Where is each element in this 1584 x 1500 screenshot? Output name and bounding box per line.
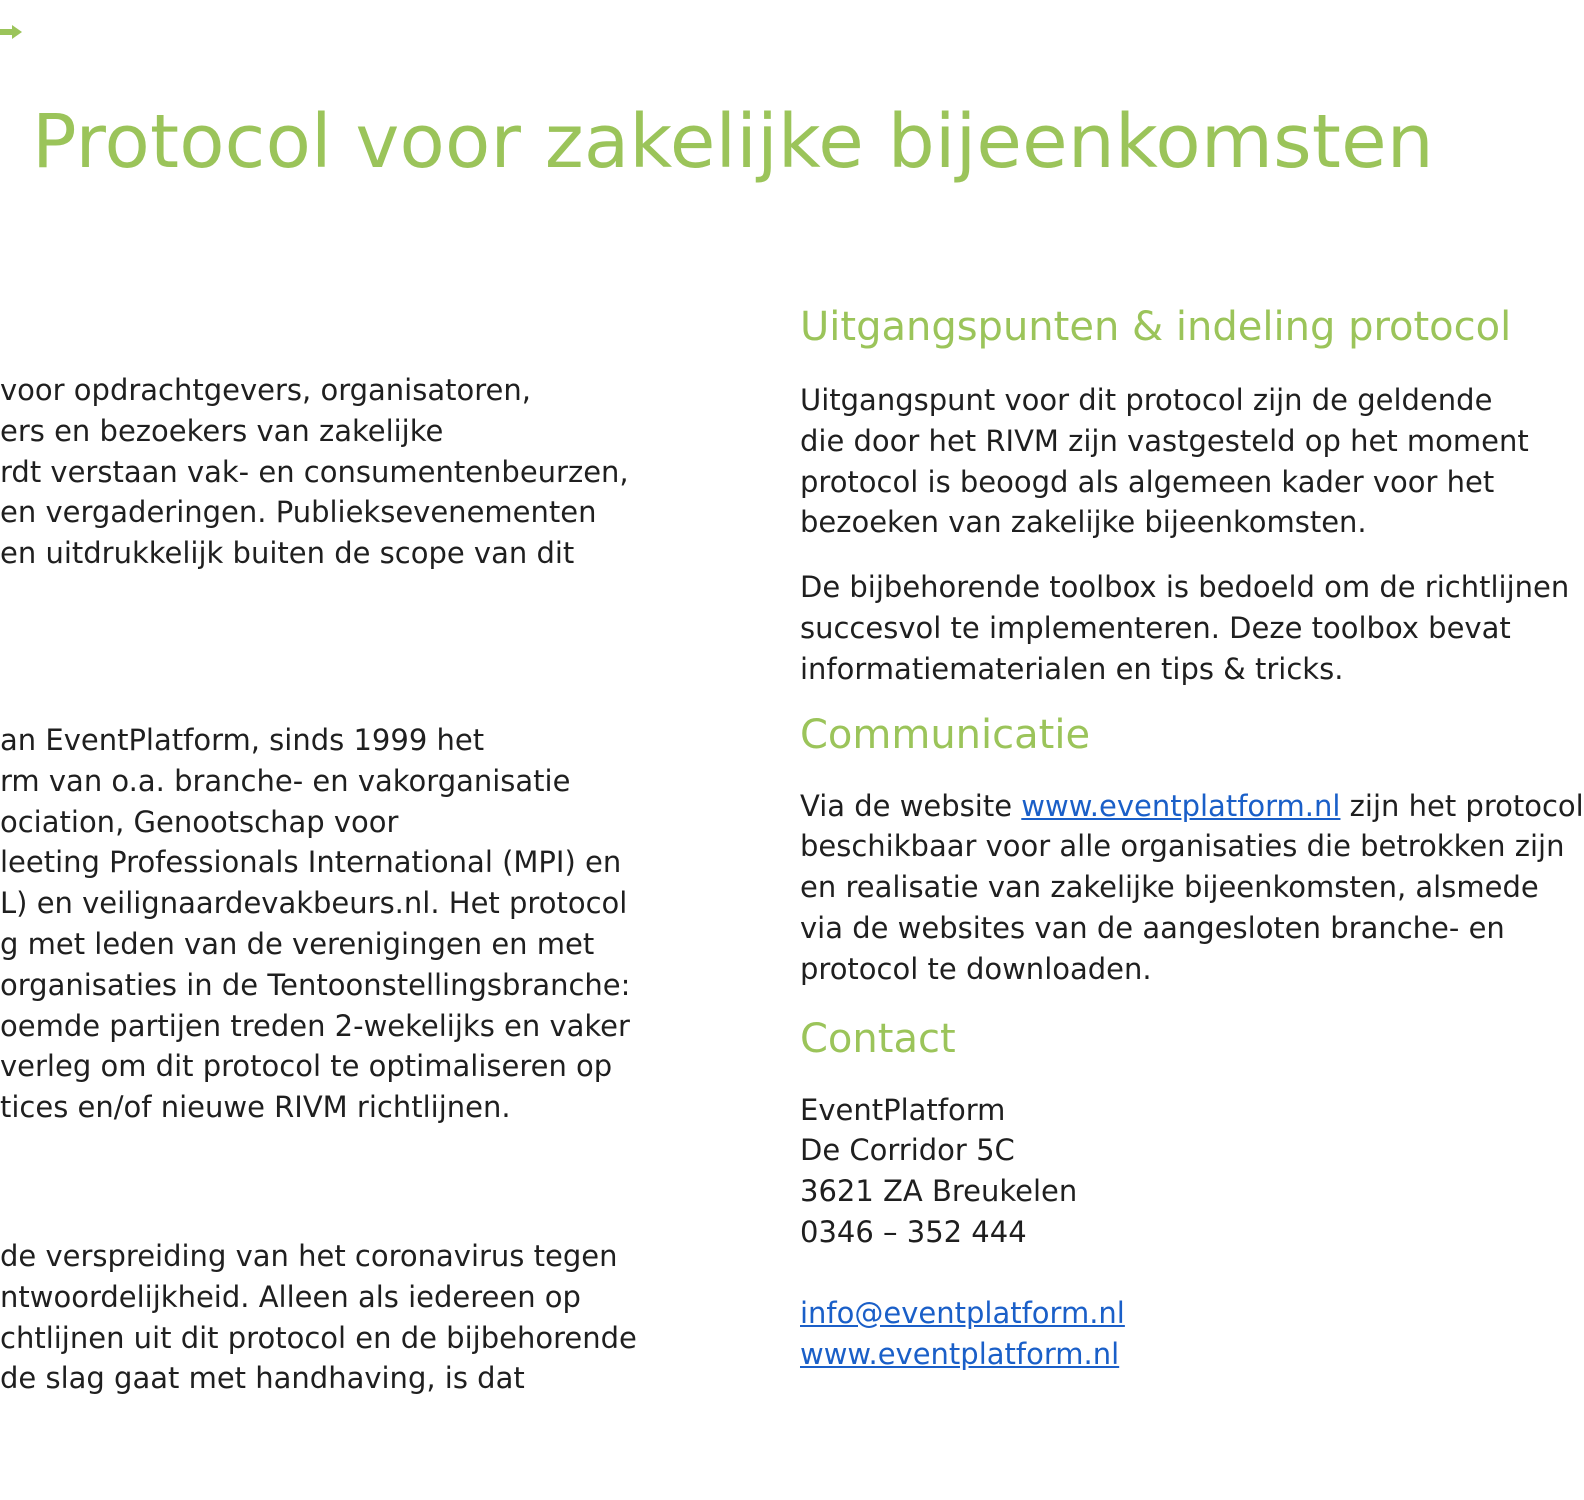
text-line: tices en/of nieuwe RIVM richtlijnen. — [0, 1090, 511, 1125]
text-line — [800, 786, 1584, 827]
page-title: Protocol voor zakelijke bijeenkomsten — [32, 99, 1434, 185]
corner-arrow-icon — [0, 22, 22, 42]
text-line: rdt verstaan vak- en consumentenbeurzen, — [0, 454, 629, 489]
text-line: en uitdrukkelijk buiten de scope van dit — [0, 536, 575, 571]
contact-website-link[interactable]: www.eventplatform.nl — [800, 1336, 1120, 1371]
text-line: beschikbaar voor alle organisaties die betrokken zijn — [800, 829, 1565, 864]
text-line: voor opdrachtgevers, organisatoren, — [0, 373, 531, 407]
text-line: ers en bezoekers van zakelijke — [0, 413, 444, 448]
text-line: g met leden van de verenigingen en met — [0, 926, 595, 961]
text-line: Uitgangspunt voor dit protocol zijn de geldende — [800, 383, 1493, 417]
right-column — [800, 300, 1584, 1420]
responsibility-paragraph — [0, 1236, 700, 1399]
text-line: en realisatie van zakelijke bijeenkomsten, alsmede — [800, 870, 1539, 905]
text-line: L) en veilignaardevakbeurs.nl. Het protocol — [0, 886, 628, 921]
text-line: protocol te downloaden. — [800, 951, 1152, 986]
uitgangspunten-paragraph — [800, 380, 1529, 543]
text-line: succesvol te implementeren. Deze toolbox bevat — [800, 610, 1511, 645]
text-line: de slag gaat met handhaving, is dat — [0, 1361, 525, 1396]
toolbox-paragraph — [800, 567, 1570, 689]
contact-website-line — [800, 1334, 1500, 1375]
contact-street: De Corridor 5C — [800, 1133, 1015, 1168]
email-link[interactable]: info@eventplatform.nl — [800, 1295, 1125, 1330]
text-line: via de websites van de aangesloten branche- en — [800, 910, 1505, 945]
contact-city: 3621 ZA Breukelen — [800, 1174, 1078, 1209]
website-link[interactable]: www.eventplatform.nl — [1021, 788, 1341, 823]
text-span: Via de website — [800, 788, 1022, 823]
text-line: leeting Professionals International (MPI) en — [0, 845, 622, 880]
contact-phone: 0346 – 352 444 — [800, 1214, 1027, 1249]
text-line: ntwoordelijkheid. Alleen als iedereen op — [0, 1279, 581, 1314]
text-line: rm van o.a. branche- en vakorganisatie — [0, 763, 571, 798]
text-span: zijn het protocol — [1340, 788, 1584, 823]
contact-email-line — [800, 1293, 1500, 1334]
text-line: verleg om dit protocol te optimaliseren op — [0, 1049, 613, 1084]
intro-paragraph — [0, 370, 700, 574]
text-line: bezoeken van zakelijke bijeenkomsten. — [800, 505, 1367, 540]
text-line: de verspreiding van het coronavirus tegen — [0, 1238, 618, 1273]
text-line: ociation, Genootschap voor — [0, 804, 399, 839]
text-line: protocol is beoogd als algemeen kader voor het — [800, 464, 1495, 499]
text-line: chtlijnen uit dit protocol en de bijbehorende — [0, 1320, 637, 1355]
text-line: organisaties in de Tentoonstellingsbranche: — [0, 967, 631, 1002]
text-line: die door het RIVM zijn vastgesteld op het moment — [800, 423, 1529, 458]
text-line: an EventPlatform, sinds 1999 het — [0, 722, 485, 757]
text-line: informatiematerialen en tips & tricks. — [800, 651, 1344, 686]
text-line: en vergaderingen. Publieksevenementen — [0, 495, 597, 530]
section-heading-communicatie: Communicatie — [800, 711, 1091, 758]
text-line: De bijbehorende toolbox is bedoeld om de richtlijnen — [800, 570, 1570, 605]
origin-paragraph — [0, 720, 700, 1128]
contact-name: EventPlatform — [800, 1092, 1006, 1127]
left-column — [0, 370, 700, 1430]
section-heading-contact: Contact — [800, 1015, 956, 1062]
section-heading-uitgangspunten: Uitgangspunten & indeling protocol — [800, 304, 1512, 350]
contact-address — [800, 1090, 1500, 1253]
communicatie-paragraph — [800, 786, 1584, 990]
text-line: oemde partijen treden 2-wekelijks en vaker — [0, 1008, 630, 1043]
